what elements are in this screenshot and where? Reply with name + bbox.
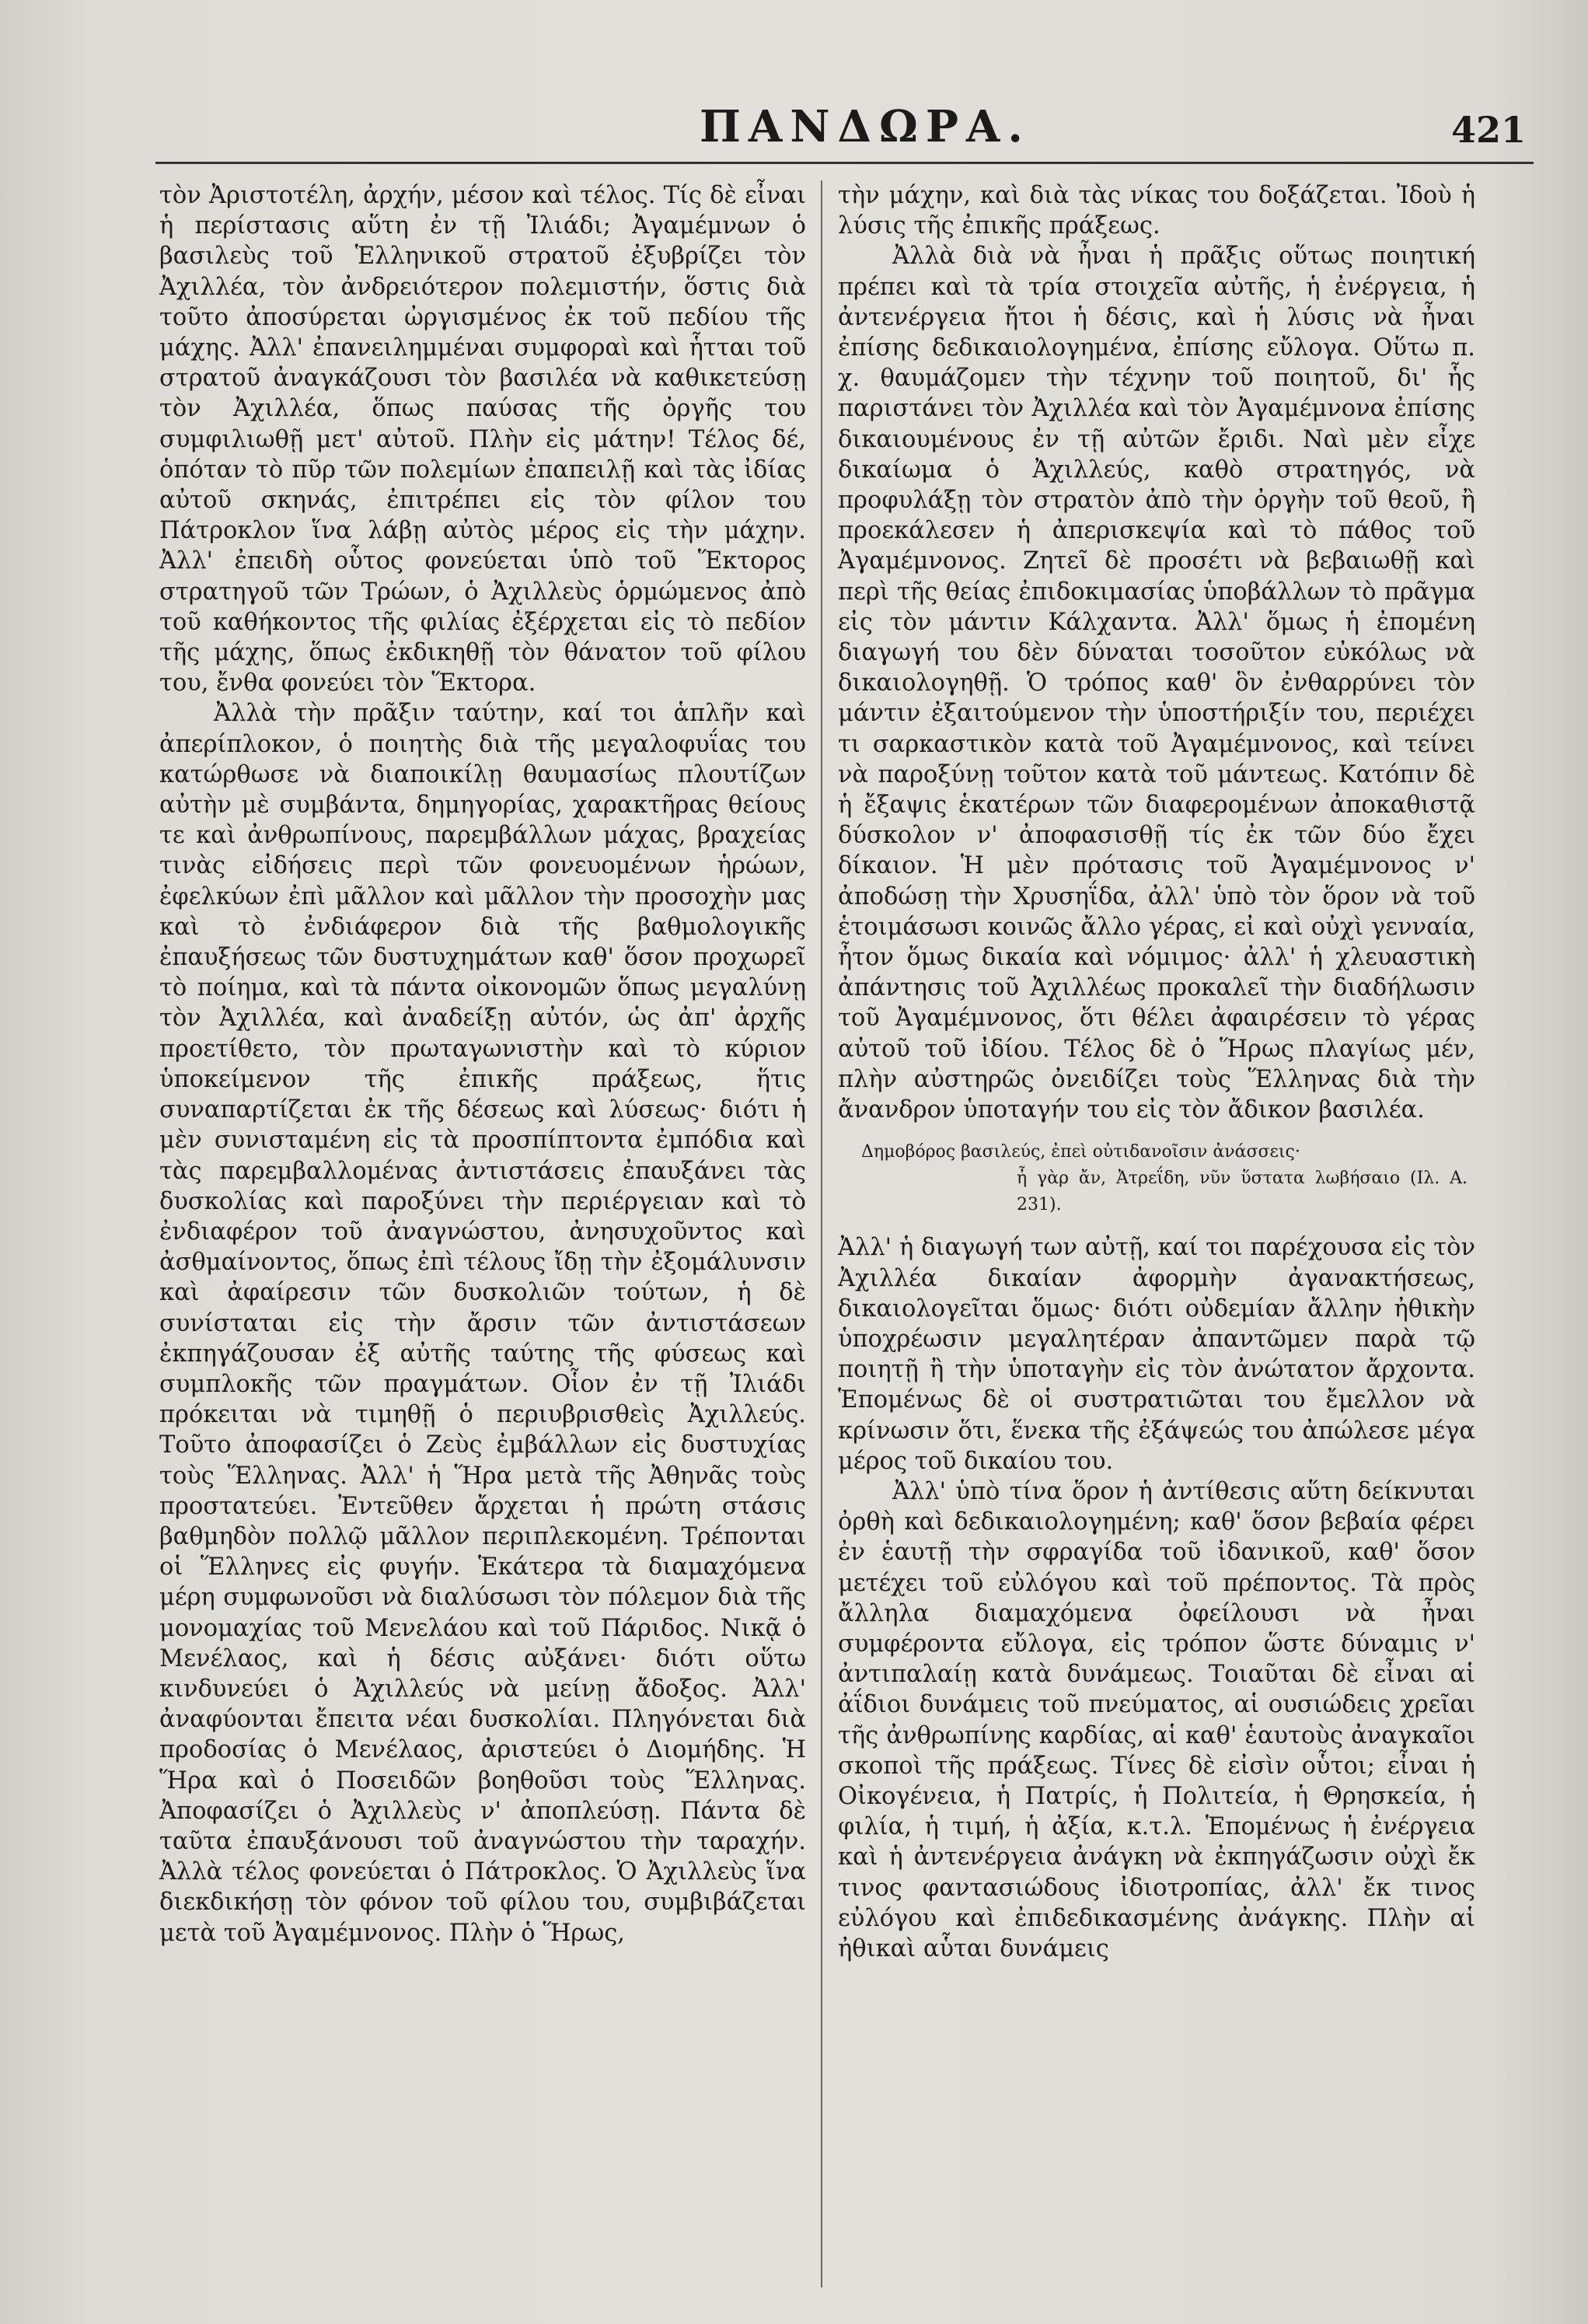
page-header (155, 101, 1541, 156)
left-paragraph-1: τὸν Ἀριστοτέλη, ἀρχήν, μέσον καὶ τέλος. Τίς δὲ εἶναι ἡ περίστασις αὕτη ἐν τῇ Ἰλιάδι; Ἀγαμέμνων ὁ βασιλεὺς τοῦ Ἑλληνικοῦ στρατοῦ ἐξυβρίζει τὸν Ἀχιλλέα, τὸν ἀνδρειότερον πολεμιστήν, ὅστις διὰ τοῦτο ἀποσύρεται ὠργισμένος ἐκ τοῦ πεδίου τῆς μάχης. Ἀλλ' ἐπανειλημμέναι συμφοραὶ καὶ ἧτται τοῦ στρατοῦ ἀναγκάζουσι τὸν βασιλέα νὰ καθικετεύσῃ τὸν Ἀχιλλέα, ὅπως παύσας τῆς ὀργῆς του συμφιλιωθῇ μετ' αὐτοῦ. Πλὴν εἰς μάτην! Τέλος δέ, ὁπόταν τὸ πῦρ τῶν πολεμίων ἐπαπειλῇ καὶ τὰς ἰδίας αὐτοῦ σκηνάς, ἐπιτρέπει εἰς τὸν φίλον του Πάτροκλον ἵνα λάβῃ αὐτὸς μέρος εἰς τὴν μάχην. Ἀλλ' ἐπειδὴ οὗτος φονεύεται ὑπὸ τοῦ Ἕκτορος στρατηγοῦ τῶν Τρώων, ὁ Ἀχιλλεὺς ὁρμώμενος ἀπὸ τοῦ καθήκοντος τῆς φιλίας ἐξέρχεται εἰς τὸ πεδίον τῆς μάχης, ὅπως ἐκδικηθῇ τὸν θάνατον τοῦ φίλου του, ἔνθα φονεύει τὸν Ἕκτορα. (159, 182, 806, 697)
header-rule (155, 162, 1534, 164)
page-number: 421 (1450, 109, 1526, 151)
running-title: ΠΑΝΔΩΡΑ. (700, 101, 1031, 152)
column-divider (821, 180, 822, 2287)
left-paragraph-2: Ἀλλὰ τὴν πρᾶξιν ταύτην, καί τοι ἁπλῆν καὶ ἀπερίπλοκον, ὁ ποιητὴς διὰ τῆς μεγαλοφυΐας του κατώρθωσε νὰ διαποικίλῃ θαυμασίως πλουτίζων αὐτὴν μὲ συμβάντα, δημηγορίας, χαρακτῆρας θείους τε καὶ ἀνθρωπίνους, παρεμβάλλων μάχας, βραχείας τινὰς εἰδήσεις περὶ τῶν φονευομένων ἡρώων, ἐφελκύων ἐπὶ μᾶλλον καὶ μᾶλλον τὴν προσοχὴν μας καὶ τὸ ἐνδιάφερον διὰ τῆς βαθμολογικῆς ἐπαυξήσεως τῶν δυστυχημάτων καθ' ὅσον προχωρεῖ τὸ ποίημα, καὶ τὰ πάντα οἰκονομῶν ὅπως μεγαλύνῃ τὸν Ἀχιλλέα, καὶ ἀναδείξῃ αὐτόν, ὡς ἀπ' ἀρχῆς προετίθετο, τὸν πρωταγωνιστὴν καὶ τὸ κύριον ὑποκείμενον τῆς ἐπικῆς πράξεως, ἥτις συναπαρτίζεται ἐκ τῆς δέσεως καὶ λύσεως· διότι ἡ μὲν συνισταμένη εἰς τὰ προσπίπτοντα ἐμπόδια καὶ τὰς παρεμβαλλομένας ἀντιστάσεις ἐπαυξάνει τὰς δυσκολίας καὶ παροξύνει τὴν περιέργειαν καὶ τὸ ἐνδιαφέρον τοῦ ἀναγνώστου, ἀνησυχοῦντος καὶ ἀσθμαίνοντος, ὅπως ἐπὶ τέλους ἴδῃ τὴν ἐξομάλυνσιν καὶ ἀφαίρεσιν τῶν δυσκολιῶν τούτων, ἡ δὲ συνίσταται εἰς τὴν ἄρσιν τῶν ἀντιστάσεων ἐκπηγάζουσαν ἐξ αὐτῆς ταύτης τῆς φύσεως καὶ συμπλοκῆς τῶν πραγμάτων. Οἷον ἐν τῇ Ἰλιάδι πρόκειται νὰ τιμηθῇ ὁ περιυβρισθεὶς Ἀχιλλεύς. Τοῦτο ἀποφασίζει ὁ Ζεὺς ἐμβάλλων εἰς δυστυχίας τοὺς Ἕλληνας. Ἀλλ' ἡ Ἥρα μετὰ τῆς Ἀθηνᾶς τοὺς προστατεύει. Ἐντεῦθεν ἄρχεται ἡ πρώτη στάσις βαθμηδὸν πολλῷ μᾶλλον περιπλεκομένη. Τρέπονται οἱ Ἕλληνες εἰς φυγήν. Ἑκάτερα τὰ διαμαχόμενα μέρη συμφωνοῦσι νὰ διαλύσωσι τὸν πόλεμον διὰ τῆς μονομαχίας τοῦ Μενελάου καὶ τοῦ Πάριδος. Νικᾷ ὁ Μενέλαος, καὶ ἡ δέσις αὐξάνει· διότι οὕτω κινδυνεύει ὁ Ἀχιλλεύς νὰ μείνῃ ἄδοξος. Ἀλλ' ἀναφύονται ἔπειτα νέαι δυσκολίαι. Πληγόνεται διὰ προδοσίας ὁ Μενέλαος, ἀριστεύει ὁ Διομήδης. Ἡ Ἥρα καὶ ὁ Ποσειδῶν βοηθοῦσι τοὺς Ἕλληνας. Ἀποφασίζει ὁ Ἀχιλλεὺς ν' ἀποπλεύσῃ. Πάντα δὲ ταῦτα ἐπαυξάνουσι τοῦ ἀναγνώστου τὴν ταραχήν. Ἀλλὰ τέλος φονεύεται ὁ Πάτροκλος. Ὁ Ἀχιλλεὺς ἵνα διεκδικήσῃ τὸν φόνον τοῦ φίλου του, συμβιβάζεται μετὰ τοῦ Ἀγαμέμνονος. Πλὴν ὁ Ἥρως, (159, 700, 806, 1947)
right-paragraph-4: Ἀλλ' ὑπὸ τίνα ὅρον ἡ ἀντίθεσις αὕτη δείκνυται ὀρθὴ καὶ δεδικαιολογημένη; καθ' ὅσον βεβαία φέρει ἐν ἑαυτῇ τὴν σφραγίδα τοῦ ἰδανικοῦ, καθ' ὅσον μετέχει τοῦ εὐλόγου καὶ τοῦ πρέποντος. Τὰ πρὸς ἄλληλα διαμαχόμενα ὀφείλουσι νὰ ἦναι συμφέροντα εὔλογα, εἰς τρόπον ὥστε δύναμις ν' ἀντιπαλαίῃ κατὰ δυνάμεως. Τοιαῦται δὲ εἶναι αἱ ἀΐδιοι δυνάμεις τοῦ πνεύματος, αἱ ουσιώδεις χρεῖαι τῆς ἀνθρωπίνης καρδίας, αἱ καθ' ἑαυτοὺς ἀναγκαῖοι σκοποὶ τῆς πράξεως. Τίνες δὲ εἰσὶν οὗτοι; εἶναι ἡ Οἰκογένεια, ἡ Πατρίς, ἡ Πολιτεία, ἡ Θρησκεία, ἡ φιλία, ἡ τιμή, ἡ ἀξία, κ.τ.λ. Ἑπομένως ἡ ἐνέργεια καὶ ἡ ἀντενέργεια ἀνάγκη νὰ ἐκπηγάζωσιν οὐχὶ ἔκ τινος φαντασιώδους ἰδιοτροπίας, ἀλλ' ἔκ τινος εὐλόγου καὶ ἐπιδεδικασμένης ἀνάγκης. Πλὴν αἱ ἠθικαὶ αὗται δυνάμεις (838, 1477, 1475, 1962)
quote-line-2: ἦ γὰρ ἄν, Ἀτρεΐδη, νῦν ὕστατα λωβήσαιο (Ιλ. Α. 231). (1017, 1169, 1468, 1215)
right-paragraph-2: Ἀλλὰ διὰ νὰ ἦναι ἡ πρᾶξις οὕτως ποιητική πρέπει καὶ τὰ τρία στοιχεῖα αὐτῆς, ἡ ἐνέργεια, ἡ ἀντενέργεια ἤτοι ἡ δέσις, καὶ ἡ λύσις νὰ ἦναι ἐπίσης δεδικαιολογημένα, ἐπίσης εὔλογα. Οὕτω π. χ. θαυμάζομεν τὴν τέχνην τοῦ ποιητοῦ, δι' ἧς παριστάνει τὸν Ἀχιλλέα καὶ τὸν Ἀγαμέμνονα ἐπίσης δικαιουμένους ἐν τῇ αὐτῶν ἔριδι. Ναὶ μὲν εἶχε δικαίωμα ὁ Ἀχιλλεύς, καθὸ στρατηγός, νὰ προφυλάξῃ τὸν στρατὸν ἀπὸ τὴν ὀργὴν τοῦ θεοῦ, ἢ προεκάλεσεν ἡ ἀπερισκεψία καὶ τὸ πάθος τοῦ Ἀγαμέμνονος. Ζητεῖ δὲ προσέτι νὰ βεβαιωθῇ καὶ περὶ τῆς θείας ἐπιδοκιμασίας ὑποβάλλων τὸ πρᾶγμα εἰς τὸν μάντιν Κάλχαντα. Ἀλλ' ὅμως ἡ ἐπομένη διαγωγή του δὲν δύναται τοσοῦτον εὐκόλως νὰ δικαιολογηθῇ. Ὁ τρόπος καθ' ὃν ἐνθαρρύνει τὸν μάντιν ἐξαιτούμενον τὴν ὑποστήριξίν του, περιέχει τι σαρκαστικὸν κατὰ τοῦ Ἀγαμέμνονος, καὶ τείνει νὰ παροξύνῃ τοῦτον κατὰ τοῦ μάντεως. Κατόπιν δὲ ἡ ἔξαψις ἑκατέρων τῶν διαφερομένων ἀποκαθιστᾷ δύσκολον ν' ἀποφασισθῇ τίς ἐκ τῶν δύο ἔχει δίκαιον. Ἡ μὲν πρότασις τοῦ Ἀγαμέμνονος ν' ἀποδώσῃ τὴν Χρυσηΐδα, ἀλλ' ὑπὸ τὸν ὅρον νὰ τοῦ ἑτοιμάσωσι κοινῶς ἄλλο γέρας, εἰ καὶ οὐχὶ γενναία, ἦτον ὅμως δικαία καὶ νόμιμος· ἀλλ' ἡ χλευαστικὴ ἀπάντησις τοῦ Ἀχιλλέως προκαλεῖ τὴν διαδήλωσιν τοῦ Ἀγαμέμνονος, ὅτι θέλει ἀφαιρέσειν τὸ γέρας αὐτοῦ τοῦ ἰδίου. Τέλος δὲ ὁ Ἥρως πλαγίως μέν, πλὴν αὐστηρῶς ὀνειδίζει τοὺς Ἕλληνας διὰ τὴν ἄνανδρον ὑποταγήν του εἰς τὸν ἄδικον βασιλέα. (838, 243, 1475, 1124)
right-paragraph-1: τὴν μάχην, καὶ διὰ τὰς νίκας του δοξάζεται. Ἰδοὺ ἡ λύσις τῆς ἐπικῆς πράξεως. (838, 182, 1475, 240)
right-column (838, 180, 1475, 1964)
left-column (159, 180, 806, 1948)
iliad-quotation (861, 1139, 1475, 1218)
right-paragraph-3: Ἀλλ' ἡ διαγωγή των αὐτῇ, καί τοι παρέχουσα εἰς τὸν Ἀχιλλέα δικαίαν ἀφορμὴν ἀγανακτήσεως, δικαιολογεῖται ὅμως· διότι οὐδεμίαν ἄλλην ἠθικὴν ὑποχρέωσιν μεγαλητέραν ἀπαντῶμεν παρὰ τῷ ποιητῇ ἢ τὴν ὑποταγὴν εἰς τὸν ἀνώτατον ἄρχοντα. Ἑπομένως δὲ οἱ συστρατιῶται του ἔμελλον νὰ κρίνωσιν ὅτι, ἕνεκα τῆς ἐξάψεώς του ἀπώλεσε μέγα μέρος τοῦ δικαίου του. (838, 1234, 1475, 1475)
quote-line-1: Δημοβόρος βασιλεύς, ἐπεὶ οὐτιδανοῖσιν ἀνάσσεις· (861, 1142, 1300, 1162)
